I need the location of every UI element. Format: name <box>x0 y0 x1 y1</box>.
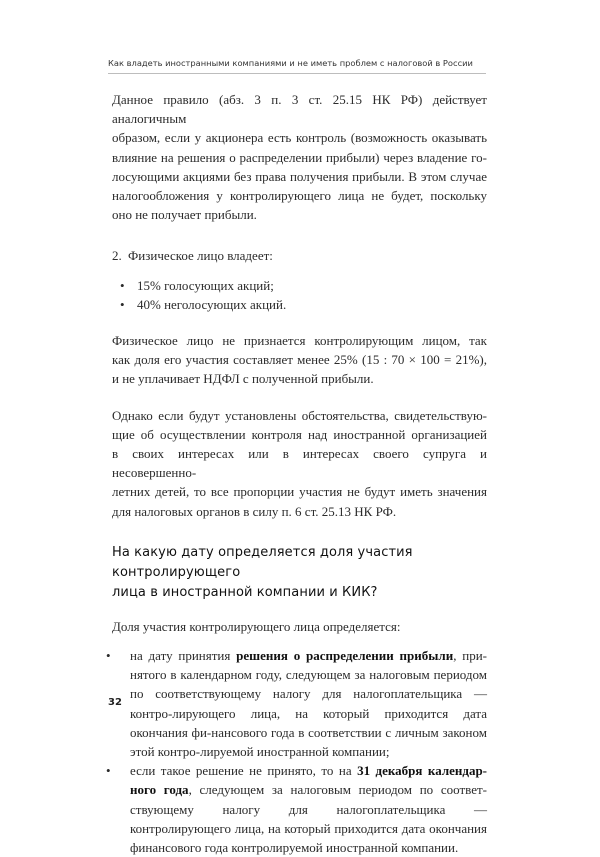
list-item <box>120 295 487 314</box>
bullet-icon: • <box>106 648 111 664</box>
text-line: в своих интересах или в интересах своего супруга и несовершенно- <box>112 446 487 481</box>
list-item <box>106 761 487 857</box>
bullet-icon: • <box>120 296 125 312</box>
text-line: летних детей, то все пропорции участия не будут иметь значения <box>112 484 487 500</box>
intro-text: Доля участия контролирующего лица определяется: <box>112 618 401 634</box>
paragraph-3 <box>112 406 487 521</box>
text-line: для налоговых органов в силу п. 6 ст. 25.13 НК РФ. <box>112 503 397 519</box>
list-item-text: 40% неголосующих акций. <box>137 296 287 312</box>
heading-line: лица в иностранной компании и КИК? <box>112 584 378 600</box>
emphasis: решения о распределении прибыли <box>236 648 454 664</box>
bullet-icon: • <box>120 277 125 293</box>
text-run: если такое решение не принято, то на <box>130 763 358 779</box>
text-line: как доля его участия составляет менее 25% (15 : 70 × 100 = 21%), <box>112 352 487 368</box>
numbered-item-2 <box>112 246 487 265</box>
section-heading <box>112 543 487 603</box>
text-line: влияние на решения о распределении прибыли) через владение го- <box>112 149 487 165</box>
item-text: Физическое лицо владеет: <box>128 248 273 264</box>
ownership-list <box>120 276 487 314</box>
date-rules-list <box>106 646 487 857</box>
text-run: на дату принятия <box>130 648 237 664</box>
header-rule <box>108 73 486 74</box>
item-number: 2. <box>112 248 122 264</box>
paragraph-2 <box>112 331 487 389</box>
running-header: Как владеть иностранными компаниями и не иметь проблем с налоговой в России <box>108 58 473 68</box>
bullet-icon: • <box>106 763 111 779</box>
list-item-text <box>130 646 487 761</box>
list-item-text <box>130 761 487 857</box>
text-run: , следующем за налоговым периодом по соответ-ствующему налогу для налогоплательщика — контролирующего лица, на который приходится дата окончания финансового года контролируемой иностранной компании. <box>130 782 488 856</box>
page-number: 32 <box>108 697 122 708</box>
text-line: налогообложения у контролирующего лица не будет, поскольку <box>112 188 487 204</box>
text-line: щие об осуществлении контроля над иностранной организацией <box>112 426 487 442</box>
text-line: лосующими акциями без права получения прибыли. В этом случае <box>112 168 487 184</box>
list-item-text: 15% голосующих акций; <box>137 277 274 293</box>
text-line: и не уплачивает НДФЛ с полученной прибыли. <box>112 371 374 387</box>
list-item <box>120 276 487 295</box>
emphasis: 31 декабря календар-ного года <box>130 763 488 798</box>
text-line: образом, если у акционера есть контроль (возможность оказывать <box>112 130 487 146</box>
text-line: Однако если будут установлены обстоятельства, свидетельствую- <box>112 407 487 423</box>
text-line: Физическое лицо не признается контролирующим лицом, так <box>112 333 487 349</box>
text-run: , при-нятого в календарном году, следующем за налоговым периодом по соответствующему налогу для налогоплательщика — контро-лирующего лица, на который приходится дата окончания фи-нансового года в соответствии с личным законом этой контро-лируемой иностранной компании; <box>130 648 487 760</box>
paragraph-1 <box>112 90 487 224</box>
list-item <box>106 646 487 761</box>
text-line: Данное правило (абз. 3 п. 3 ст. 25.15 НК РФ) действует аналогичным <box>112 92 487 127</box>
heading-line: На какую дату определяется доля участия контролирующего <box>112 544 413 580</box>
text-line: оно не получает прибыли. <box>112 207 257 223</box>
page-body <box>106 90 488 857</box>
